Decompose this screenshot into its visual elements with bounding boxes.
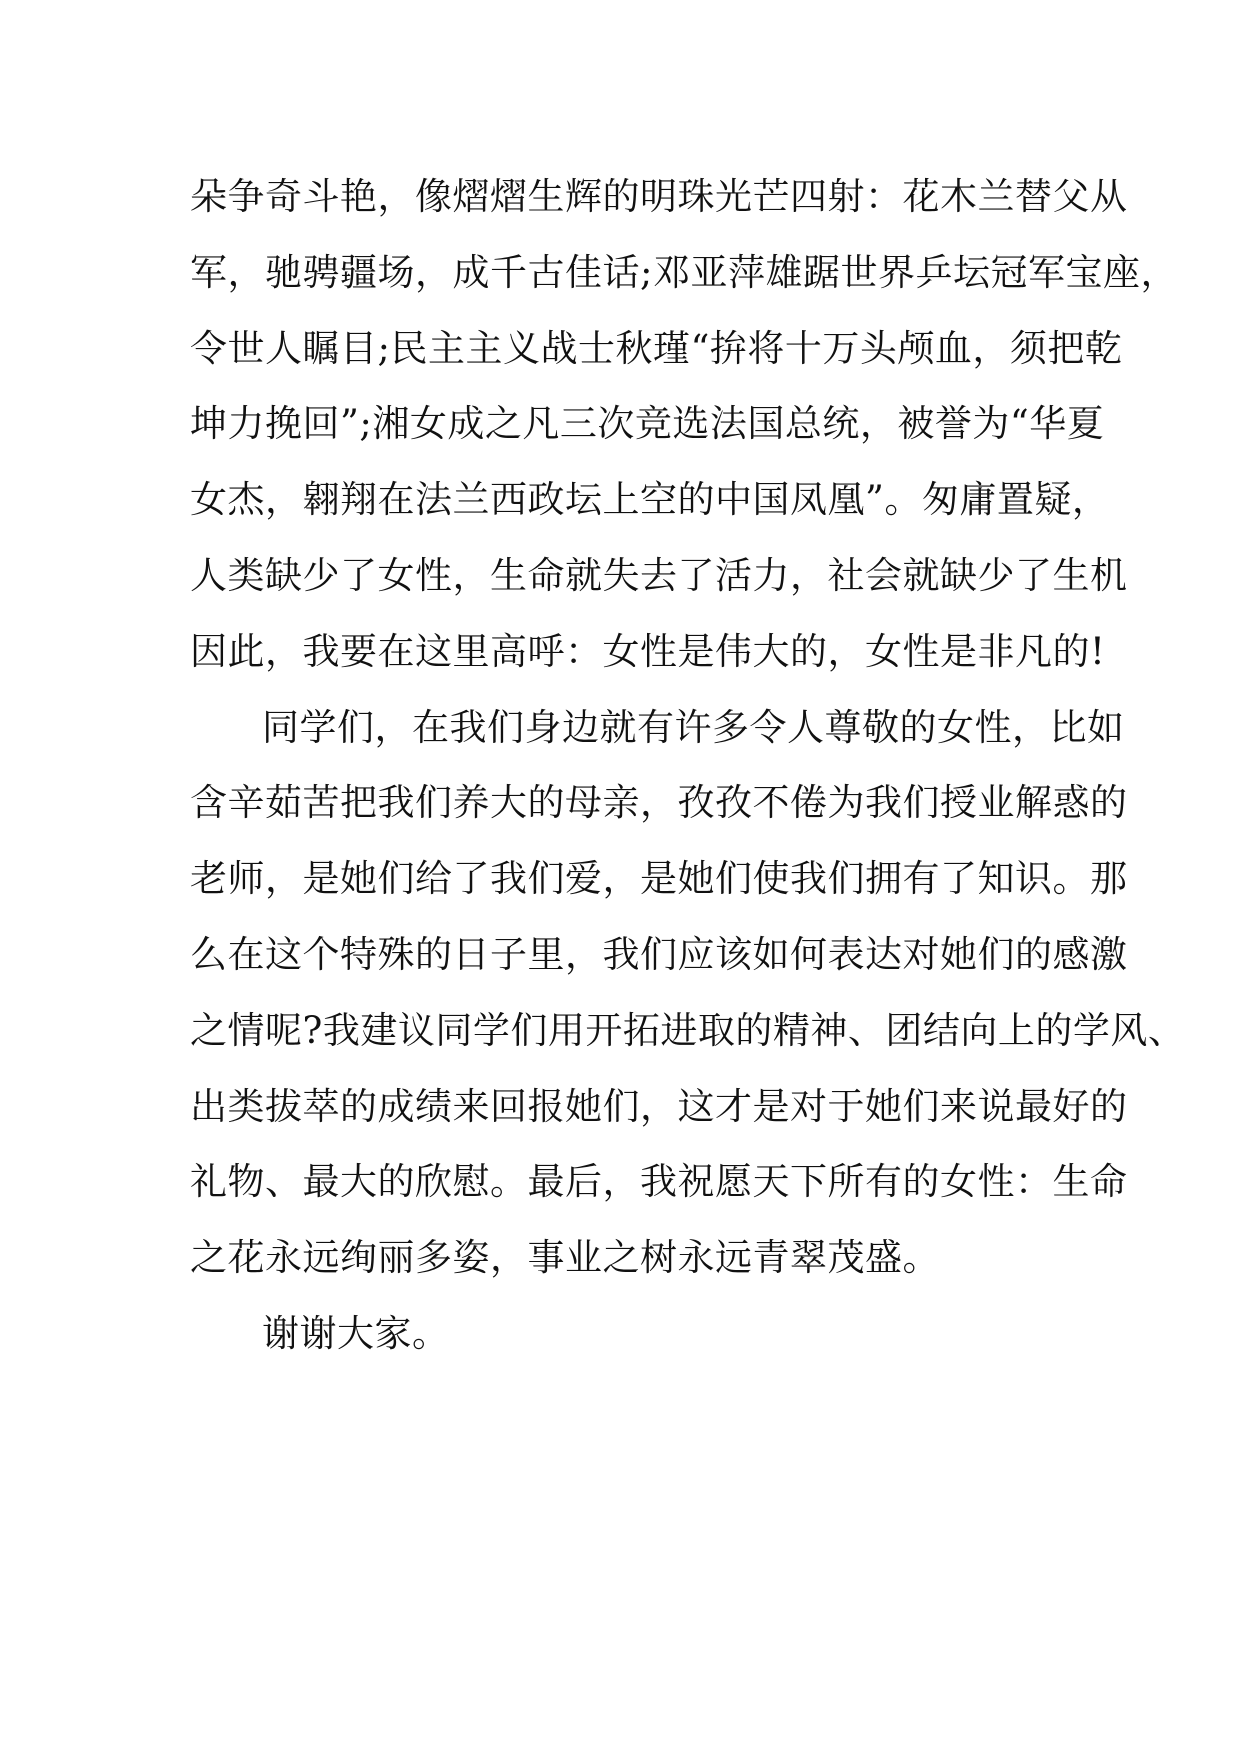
text-line: 军，驰骋疆场，成千古佳话;邓亚萍雄踞世界乒坛冠军宝座， xyxy=(190,251,1178,294)
text-line: 么在这个特殊的日子里，我们应该如何表达对她们的感激 xyxy=(190,933,1128,976)
text-line: 之情呢?我建议同学们用开拓进取的精神、团结向上的学风、 xyxy=(190,1009,1186,1052)
text-line: 因此，我要在这里高呼：女性是伟大的，女性是非凡的! xyxy=(190,630,1106,673)
text-line: 令世人瞩目;民主主义战士秋瑾“拚将十万头颅血，须把乾 xyxy=(190,327,1123,370)
closing-line: 谢谢大家。 xyxy=(262,1312,450,1355)
text-line: 人类缺少了女性，生命就失去了活力，社会就缺少了生机 xyxy=(190,554,1128,597)
text-line: 出类拔萃的成绩来回报她们，这才是对于她们来说最好的 xyxy=(190,1085,1128,1128)
text-line: 之花永远绚丽多姿，事业之树永远青翠茂盛。 xyxy=(190,1236,940,1279)
text-line: 含辛茹苦把我们养大的母亲，孜孜不倦为我们授业解惑的 xyxy=(190,781,1128,824)
text-line: 朵争奇斗艳，像熠熠生辉的明珠光芒四射：花木兰替父从 xyxy=(190,175,1128,218)
text-line: 坤力挽回”;湘女成之凡三次竞选法国总统，被誉为“华夏 xyxy=(190,402,1105,445)
text-line: 礼物、最大的欣慰。最后，我祝愿天下所有的女性：生命 xyxy=(190,1160,1128,1203)
text-line: 老师，是她们给了我们爱，是她们使我们拥有了知识。那 xyxy=(190,857,1128,900)
paragraph-start-line: 同学们，在我们身边就有许多令人尊敬的女性，比如 xyxy=(262,706,1125,749)
text-line: 女杰，翱翔在法兰西政坛上空的中国凤凰”。匆庸置疑， xyxy=(190,478,1110,521)
